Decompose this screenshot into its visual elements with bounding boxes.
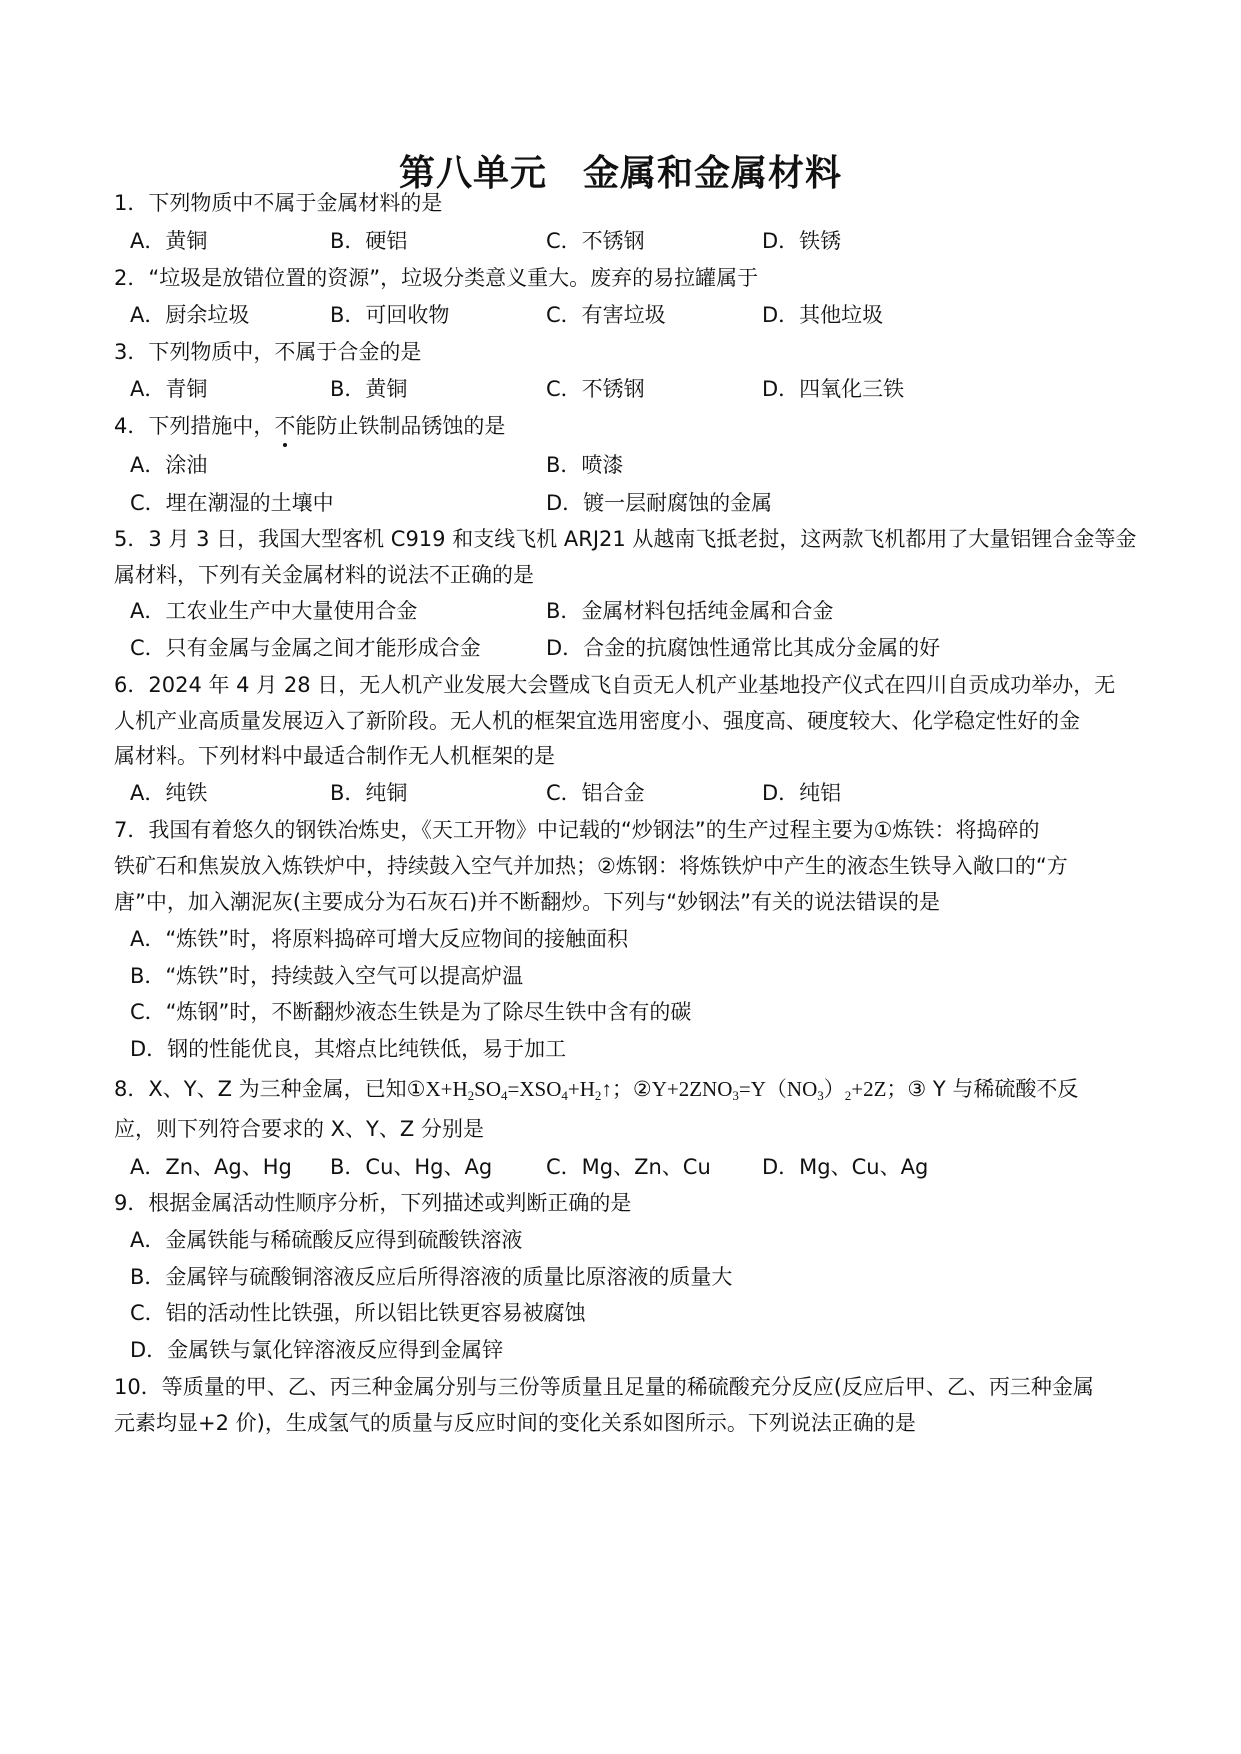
question-4-stem [114, 411, 505, 441]
question-4-option-d: D．镀一层耐腐蚀的金属 [546, 491, 773, 515]
question-5-option-d: D．合金的抗腐蚀性通常比其成分金属的好 [546, 636, 941, 660]
question-2-option-c: C．有害垃圾 [546, 303, 666, 327]
emphasis-dot-text: 不 [274, 411, 295, 441]
question-7-option-d: D．钢的性能优良，其熔点比纯铁低，易于加工 [130, 1037, 567, 1061]
question-4-stem-end: 能防止铁制品锈蚀的是 [295, 414, 506, 438]
question-6-option-a: A．纯铁 [130, 781, 208, 805]
question-6-option-d: D．纯铝 [762, 781, 842, 805]
question-5-stem-line-1: 5．3 月 3 日，我国大型客机 C919 和支线飞机 ARJ21 从越南飞抵老挝，这两款飞机都用了大量铝锂合金等金 [114, 527, 1137, 551]
question-9-option-c: C．铝的活动性比铁强，所以铝比铁更容易被腐蚀 [130, 1301, 586, 1325]
question-5-option-a: A．工农业生产中大量使用合金 [130, 599, 418, 623]
question-5-stem-line-2: 属材料，下列有关金属材料的说法不正确的是 [114, 563, 534, 587]
question-3-option-b: B．黄铜 [330, 377, 408, 401]
question-8-intro: 8．X、Y、Z 为三种金属，已知① [114, 1077, 426, 1101]
question-2-option-b: B．可回收物 [330, 303, 450, 327]
question-6-option-b: B．纯铜 [330, 781, 408, 805]
question-7-stem-line-2: 铁矿石和焦炭放入炼铁炉中，持续鼓入空气并加热；②炼钢：将炼铁炉中产生的液态生铁导入敞口的“方 [114, 854, 1068, 878]
question-6-stem-line-3: 属材料。下列材料中最适合制作无人机框架的是 [114, 744, 555, 768]
title-topic: 金属和金属材料 [583, 153, 843, 194]
question-9-option-b: B．金属锌与硫酸铜溶液反应后所得溶液的质量比原溶液的质量大 [130, 1265, 733, 1289]
question-8-stem-line-1 [114, 1074, 1078, 1111]
question-8-option-b: B．Cu、Hg、Ag [330, 1155, 493, 1179]
question-7-stem-line-1: 7．我国有着悠久的钢铁冶炼史，《天工开物》中记载的“炒钢法”的生产过程主要为①炼铁：将捣碎的 [114, 818, 1040, 842]
question-3-option-a: A．青铜 [130, 377, 208, 401]
question-8-condition-3: ；③ Y 与稀硫酸不反 [886, 1077, 1079, 1101]
question-4-option-a: A．涂油 [130, 453, 208, 477]
question-1-option-a: A．黄铜 [130, 229, 208, 253]
question-3-option-c: C．不锈钢 [546, 377, 645, 401]
question-9-stem: 9．根据金属活动性顺序分析，下列描述或判断正确的是 [114, 1191, 632, 1215]
question-8-option-a: A．Zn、Ag、Hg [130, 1155, 292, 1179]
question-6-option-c: C．铝合金 [546, 781, 645, 805]
question-2-option-a: A．厨余垃圾 [130, 303, 250, 327]
question-7-option-c: C．“炼钢”时，不断翻炒液态生铁是为了除尽生铁中含有的碳 [130, 1000, 692, 1024]
question-9-option-a: A．金属铁能与稀硫酸反应得到硫酸铁溶液 [130, 1228, 523, 1252]
question-8-stem-line-2: 应，则下列符合要求的 X、Y、Z 分别是 [114, 1117, 484, 1141]
question-7-option-b: B．“炼铁”时，持续鼓入空气可以提高炉温 [130, 964, 524, 988]
question-1-option-b: B．硬铝 [330, 229, 408, 253]
question-2-option-d: D．其他垃圾 [762, 303, 884, 327]
question-8-option-d: D．Mg、Cu、Ag [762, 1155, 929, 1179]
question-2-stem: 2．“垃圾是放错位置的资源”，垃圾分类意义重大。废弃的易拉罐属于 [114, 266, 759, 290]
question-8-option-c: C．Mg、Zn、Cu [546, 1155, 711, 1179]
question-10-stem-line-2: 元素均显+2 价)，生成氢气的质量与反应时间的变化关系如图所示。下列说法正确的是 [114, 1411, 916, 1435]
question-5-option-b: B．金属材料包括纯金属和合金 [546, 599, 834, 623]
question-7-stem-line-3: 唐”中，加入潮泥灰(主要成分为石灰石)并不断翻炒。下列与“妙钢法”有关的说法错误的是 [114, 890, 941, 914]
reaction-1-formula: $X+H_2SO_4=XSO_4+H_2↑$ [425, 1077, 612, 1103]
question-10-stem-line-1: 10．等质量的甲、乙、丙三种金属分别与三份等质量且足量的稀硫酸充分反应(反应后甲、乙、丙三种金属 [114, 1375, 1094, 1399]
question-1-stem: 1．下列物质中不属于金属材料的是 [114, 191, 443, 215]
question-6-stem-line-2: 人机产业高质量发展迈入了新阶段。无人机的框架宜选用密度小、强度高、硬度较大、化学稳定性好的金 [114, 709, 1080, 733]
title-unit: 第八单元 [398, 153, 547, 194]
question-9-option-d: D．金属铁与氯化锌溶液反应得到金属锌 [130, 1338, 504, 1362]
question-1-option-c: C．不锈钢 [546, 229, 645, 253]
question-7-option-a: A．“炼铁”时，将原料捣碎可增大反应物间的接触面积 [130, 927, 629, 951]
reaction-2-formula: $Y+2ZNO_3=Y(NO_3)_2+2Z$ [651, 1077, 887, 1103]
question-4-stem-start: 4．下列措施中， [114, 414, 275, 438]
question-5-option-c: C．只有金属与金属之间才能形成合金 [130, 636, 481, 660]
question-3-stem: 3．下列物质中，不属于合金的是 [114, 340, 422, 364]
question-1-option-d: D．铁锈 [762, 229, 842, 253]
question-4-option-c: C．埋在潮湿的土壤中 [130, 491, 334, 515]
question-6-stem-line-1: 6．2024 年 4 月 28 日，无人机产业发展大会暨成飞自贡无人机产业基地投产仪式在四川自贡成功举办，无 [114, 673, 1116, 697]
question-4-option-b: B．喷漆 [546, 453, 624, 477]
question-8-separator: ；② [611, 1077, 652, 1101]
question-3-option-d: D．四氧化三铁 [762, 377, 905, 401]
